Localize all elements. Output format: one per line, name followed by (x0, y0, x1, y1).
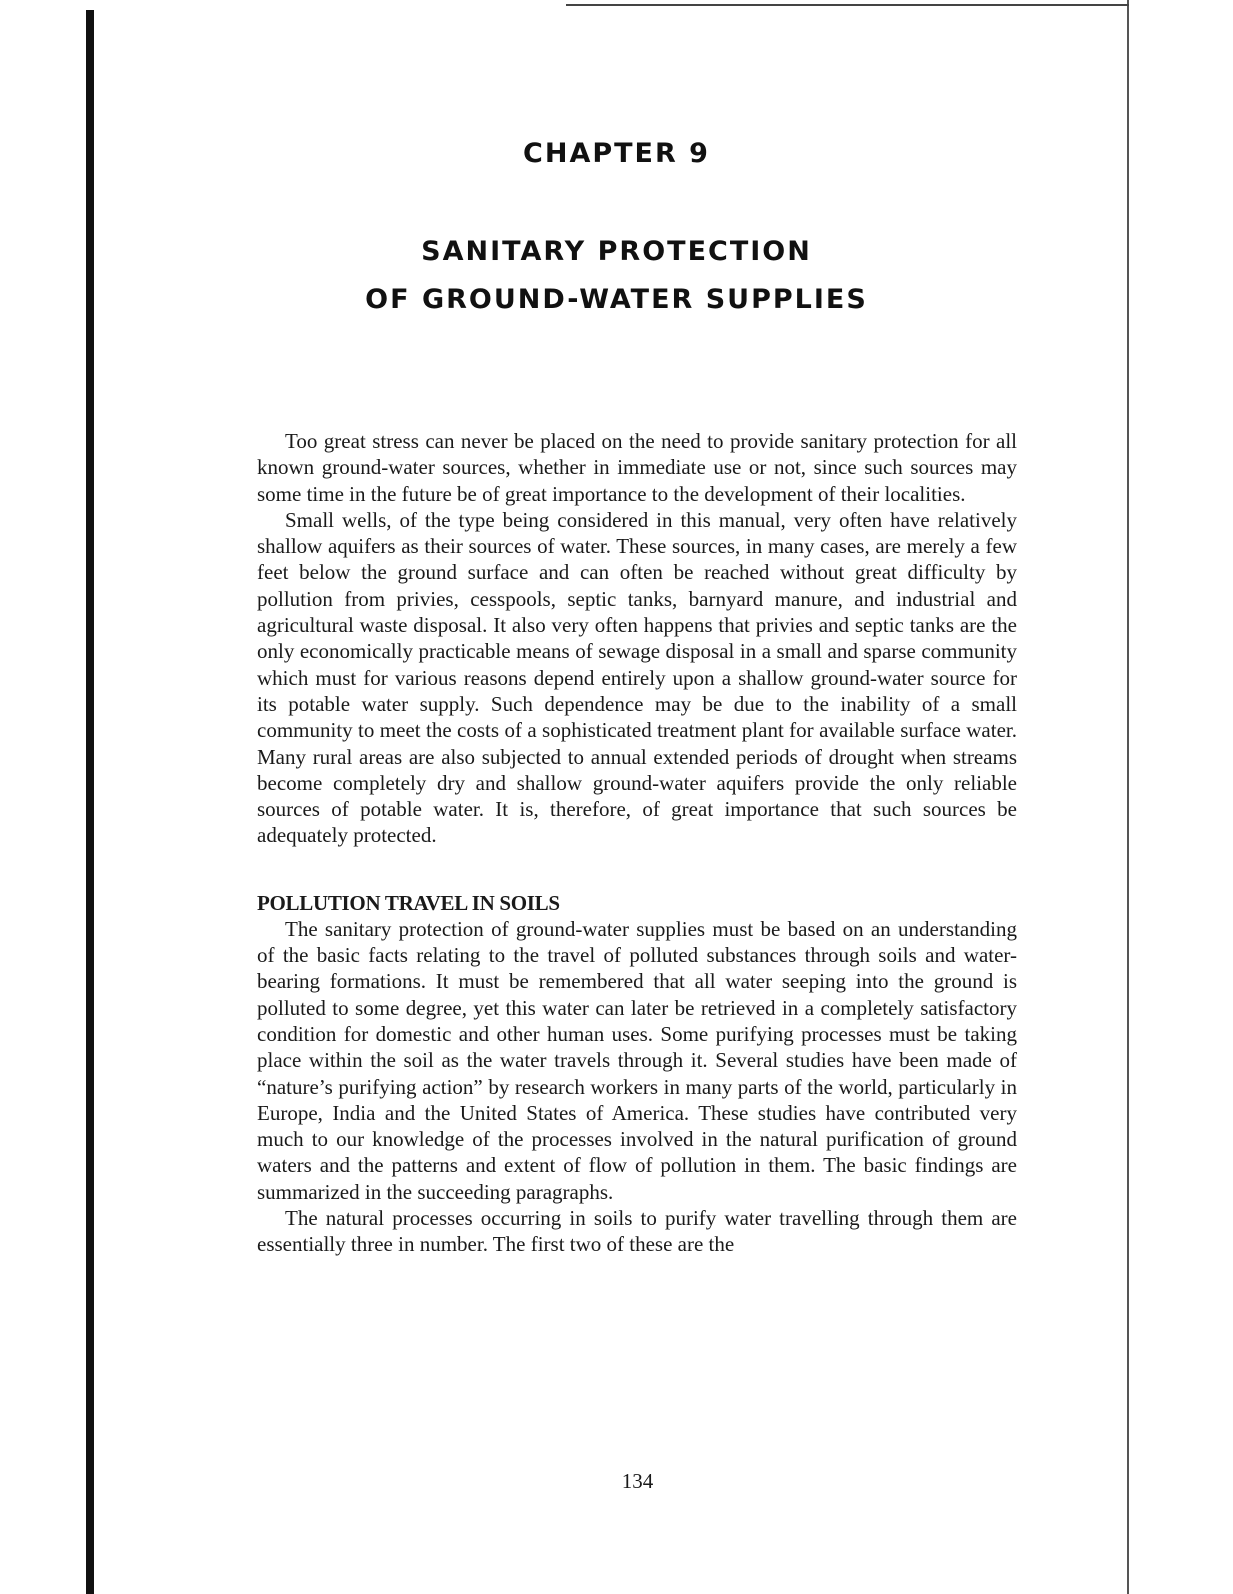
paragraph-intro-2: Small wells, of the type being considered in this manual, very often have relatively shallow aquifers as their sources of water. These sources, in many cases, are merely a few feet below the ground surface and can often be reached without great difficulty by pollution from privies, cesspools, septic tanks, barnyard manure, and industrial and agricultural waste disposal. It also very often happens that privies and septic tanks are the only economically practicable means of sewage disposal in a small and sparse community which must for various reasons depend entirely upon a shallow ground-water source for its potable water supply. Such dependence may be due to the inability of a small community to meet the costs of a sophisticated treatment plant for available surface water. Many rural areas are also subjected to annual extended periods of drought when streams become completely dry and shallow ground-water aquifers provide the only reliable sources of potable water. It is, therefore, of great importance that such sources be adequately protected. (257, 507, 1017, 848)
chapter-title-line-1: SANITARY PROTECTION (421, 236, 812, 267)
chapter-title-line-2: OF GROUND-WATER SUPPLIES (365, 284, 868, 315)
section-heading: POLLUTION TRAVEL IN SOILS (257, 890, 560, 915)
body-text (257, 428, 1017, 1258)
paragraph-section-2: The natural processes occurring in soils to purify water travelling through them are essentially three in number. The first two of these are the (257, 1206, 1017, 1257)
chapter-label: CHAPTER 9 (523, 138, 710, 169)
scan-top-border (566, 4, 1129, 6)
paragraph-intro-1: Too great stress can never be placed on the need to provide sanitary protection for all known ground-water sources, whether in immediate use or not, since such sources may some time in the future be of great importance to the development of their localities. (257, 429, 1017, 506)
chapter-title (0, 228, 1233, 324)
page-number: 134 (621, 1469, 654, 1493)
paragraph-section-1: The sanitary protection of ground-water supplies must be based on an understanding of the basic facts relating to the travel of polluted substances through soils and water-bearing formations. It must be remembered that all water seeping into the ground is polluted to some degree, yet this water can later be retrieved in a completely satisfactory condition for domestic and other human uses. Some purifying processes must be taking place within the soil as the water travels through it. Several studies have been made of “nature’s purifying action” by research workers in many parts of the world, particularly in Europe, India and the United States of America. These studies have contributed very much to our knowledge of the processes involved in the natural purification of ground waters and the patterns and extent of flow of pollution in them. The basic findings are summarized in the succeeding paragraphs. (257, 916, 1017, 1204)
